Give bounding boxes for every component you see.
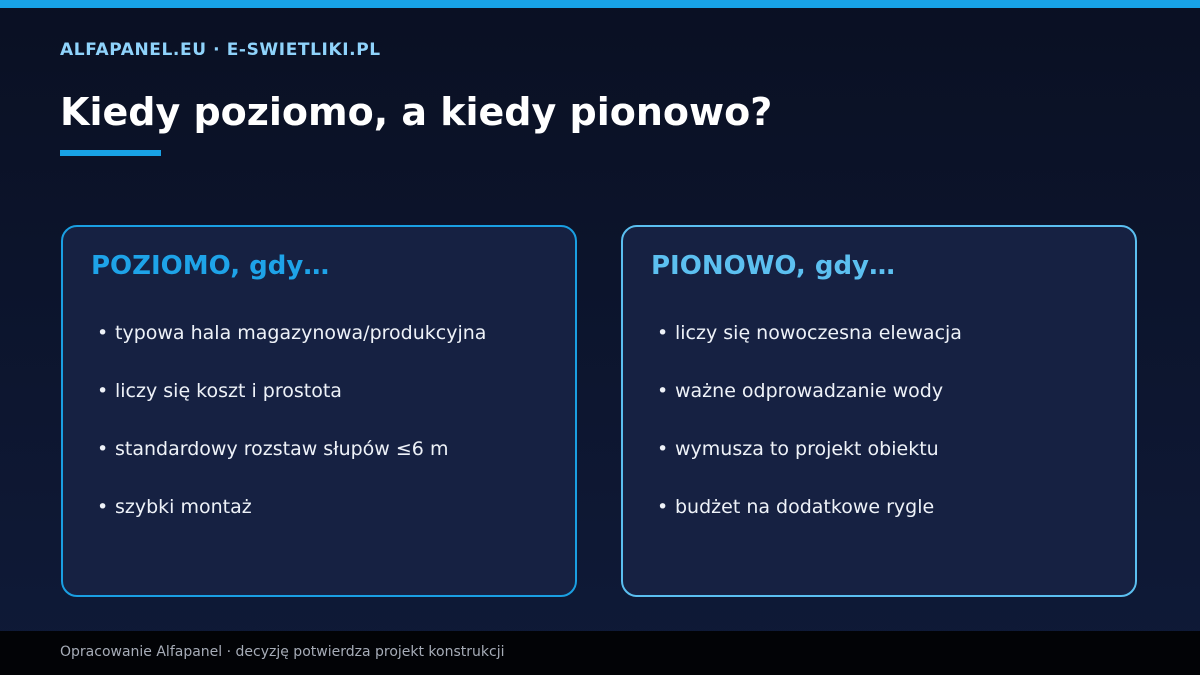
list-item-text: szybki montaż <box>115 496 252 518</box>
footer-note: Opracowanie Alfapanel · decyzję potwierdza projekt konstrukcji <box>60 644 505 660</box>
list-item <box>657 379 962 437</box>
card-vertical <box>621 225 1137 597</box>
bullet-icon: • <box>657 438 669 460</box>
card-list-vertical <box>657 321 962 553</box>
title-underline <box>60 150 161 156</box>
list-item-text: liczy się nowoczesna elewacja <box>675 322 962 344</box>
list-item-text: budżet na dodatkowe rygle <box>675 496 935 518</box>
list-item-text: standardowy rozstaw słupów ≤6 m <box>115 438 449 460</box>
card-heading-horizontal: POZIOMO, gdy… <box>91 251 330 281</box>
list-item-text: typowa hala magazynowa/produkcyjna <box>115 322 487 344</box>
bullet-icon: • <box>97 380 109 402</box>
list-item <box>97 437 486 495</box>
bullet-icon: • <box>657 322 669 344</box>
list-item-text: wymusza to projekt obiektu <box>675 438 939 460</box>
list-item <box>657 321 962 379</box>
list-item <box>657 437 962 495</box>
card-heading-vertical: PIONOWO, gdy… <box>651 251 896 281</box>
bullet-icon: • <box>97 496 109 518</box>
bullet-icon: • <box>97 438 109 460</box>
footer-bar <box>0 631 1200 675</box>
list-item-text: ważne odprowadzanie wody <box>675 380 944 402</box>
bullet-icon: • <box>97 322 109 344</box>
list-item <box>97 379 486 437</box>
bullet-icon: • <box>657 496 669 518</box>
card-horizontal <box>61 225 577 597</box>
top-accent-bar <box>0 0 1200 8</box>
page-title: Kiedy poziomo, a kiedy pionowo? <box>60 90 773 134</box>
list-item-text: liczy się koszt i prostota <box>115 380 342 402</box>
list-item <box>657 495 962 553</box>
brand-label: ALFAPANEL.EU · E-SWIETLIKI.PL <box>60 40 381 60</box>
list-item <box>97 321 486 379</box>
bullet-icon: • <box>657 380 669 402</box>
card-list-horizontal <box>97 321 486 553</box>
list-item <box>97 495 486 553</box>
